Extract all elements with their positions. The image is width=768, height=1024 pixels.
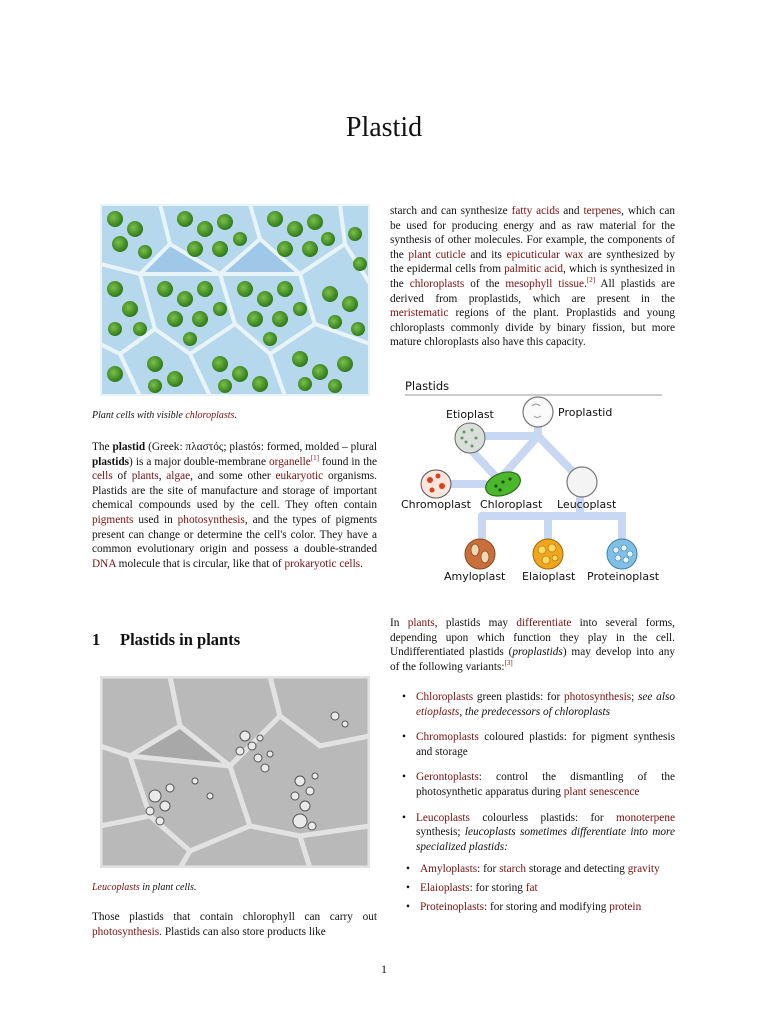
section-heading xyxy=(92,630,240,650)
sublist-item: • Elaioplasts: for storing fat xyxy=(390,881,675,896)
photosynthesis-link[interactable]: photosynthesis xyxy=(92,925,160,938)
plants-link[interactable]: plants xyxy=(131,470,159,483)
etioplasts-link[interactable]: etioplasts xyxy=(416,705,460,718)
chloroplasts-link[interactable]: chloroplasts xyxy=(185,410,235,421)
leucoplast-label: Leucoplast xyxy=(557,498,617,511)
proplastid-label: Proplastid xyxy=(558,406,613,419)
fat-link[interactable]: fat xyxy=(525,881,538,894)
list-item: • Chromoplasts coloured plastids: for pigment synthesis and storage xyxy=(390,730,675,759)
ref-1-link[interactable]: [1] xyxy=(310,453,319,462)
ref-3-link[interactable]: [3] xyxy=(504,659,513,668)
photosynthesis-link[interactable]: photosynthesis xyxy=(177,513,245,526)
caption-text: in plant cells. xyxy=(139,882,197,893)
ref-2-link[interactable]: [2] xyxy=(586,276,596,285)
connector-branch-proteinoplast xyxy=(580,516,622,544)
amyloplast-label: Amyloplast xyxy=(444,570,506,583)
organelle-link[interactable]: organelle xyxy=(269,455,311,468)
caption-text: Plant cells with visible xyxy=(92,410,186,421)
sublist-item: • Proteinoplasts: for storing and modifying protein xyxy=(390,900,675,915)
section-title: Plastids in plants xyxy=(120,630,241,649)
page-number: 1 xyxy=(381,962,387,976)
proplastid-icon xyxy=(523,397,553,427)
eukaryotic-link[interactable]: eukaryotic xyxy=(275,470,324,483)
dna-link[interactable]: DNA xyxy=(92,557,116,570)
chromoplasts-link[interactable]: Chromoplasts xyxy=(416,731,479,744)
right-mid-paragraph: In plants, plastids may differentiate into several forms, depending upon which function they play in the cell. Undifferentiated plastids (proplastids) may develop into any of the following variants:[3] xyxy=(390,617,676,673)
elaioplast-icon xyxy=(533,539,563,569)
figure1-caption xyxy=(92,410,237,421)
intro-paragraph: The plastid (Greek: πλαστός; plastós: formed, molded – plural plastids) is a major double-membrane organelle[1] found in the cells of plants, algae, and some other eukaryotic organisms. Plastids are the site of manufacture and storage of important chemical compounds used by the cell. They often contain pigments used in photosynthesis, and the types of pigments present can change or determine the cell's color. They have a common evolutionary origin and possess a double-stranded DNA molecule that is circular, like that of prokaryotic cells. xyxy=(92,441,378,570)
plants-link[interactable]: plants xyxy=(407,617,435,629)
prokaryotic-cells-link[interactable]: prokaryotic cells xyxy=(284,557,361,570)
proteinoplast-label: Proteinoplast xyxy=(587,570,660,583)
meristematic-link[interactable]: meristematic xyxy=(390,307,449,320)
leucoplast-cells-image xyxy=(100,676,370,868)
plastids-diagram xyxy=(400,376,666,594)
chromoplast-label: Chromoplast xyxy=(401,498,471,511)
epicuticular-wax-link[interactable]: epicuticular wax xyxy=(506,248,584,261)
elaioplasts-link[interactable]: Elaioplasts xyxy=(420,881,470,894)
list-item: • Chloroplasts green plastids: for photosynthesis; see also etioplasts, the predecessors of chloroplasts xyxy=(390,690,675,719)
term-plastids: plastids xyxy=(92,455,130,468)
right-top-paragraph: starch and can synthesize fatty acids and terpenes, which can be used for producing energy and as raw material for the synthesis of other molecules. For example, the components of the plant cuticle and its epicuticular wax are synthesized by the epidermal cells from palmitic acid, which is synthesized in the chloroplasts of the mesophyll tissue.[2] All plastids are derived from proplastids, which are present in the meristematic regions of the plant. Proplastids and young chloroplasts commonly divide by binary fission, but more mature chloroplasts also have this capacity. xyxy=(390,205,675,349)
caption-text: . xyxy=(234,410,237,421)
photosynthesis-link[interactable]: photosynthesis xyxy=(563,691,632,703)
mesophyll-tissue-link[interactable]: mesophyll tissue xyxy=(505,277,585,290)
etioplast-icon xyxy=(455,423,485,453)
chloroplasts-link[interactable]: chloroplasts xyxy=(409,277,465,290)
chloroplasts-link[interactable]: Chloroplasts xyxy=(416,691,474,703)
amyloplast-icon xyxy=(465,539,495,569)
chromoplast-icon xyxy=(421,470,451,498)
palmitic-acid-link[interactable]: palmitic acid xyxy=(504,263,564,276)
amyloplasts-link[interactable]: Amyloplasts xyxy=(420,863,478,876)
chloroplast-label: Chloroplast xyxy=(480,498,543,511)
terpenes-link[interactable]: terpenes xyxy=(583,205,622,217)
cells-link[interactable]: cells xyxy=(92,470,113,483)
sublist-item: • Amyloplasts: for starch storage and detecting gravity xyxy=(390,862,675,877)
chloroplast-cells-image xyxy=(100,204,370,396)
page-title: Plastid xyxy=(345,112,423,143)
etioplast-label: Etioplast xyxy=(446,408,494,421)
list-item: • Gerontoplasts: control the dismantling of the photosynthetic apparatus during plant senescence xyxy=(390,770,675,799)
plant-senescence-link[interactable]: plant senescence xyxy=(563,785,640,798)
gerontoplasts-link[interactable]: Gerontoplasts xyxy=(416,771,479,784)
elaioplast-label: Elaioplast xyxy=(522,570,576,583)
figure2-caption xyxy=(92,882,196,893)
gravity-link[interactable]: gravity xyxy=(627,863,660,876)
pigments-link[interactable]: pigments xyxy=(92,513,134,526)
diagram-title: Plastids xyxy=(405,379,450,393)
algae-link[interactable]: algae xyxy=(166,470,191,483)
section-number: 1 xyxy=(92,630,101,649)
proteinoplasts-link[interactable]: Proteinoplasts xyxy=(420,900,485,913)
leucoplasts-link[interactable]: Leucoplasts xyxy=(92,882,140,893)
connector-etioplast-chloroplast xyxy=(472,451,498,479)
plant-cuticle-link[interactable]: plant cuticle xyxy=(408,248,466,261)
leucoplasts-link[interactable]: Leucoplasts xyxy=(416,811,470,824)
list-item: • Leucoplasts colourless plastids: for monoterpene synthesis; leucoplasts sometimes differentiate into more specialized plastids: • Amyloplasts: for starch storage and detecting gravity • Elaioplasts: for storing fat • Proteinoplasts: for storing and modifying protein xyxy=(390,811,675,915)
monoterpene-link[interactable]: monoterpene xyxy=(616,811,675,824)
term-plastid: plastid xyxy=(112,441,146,453)
left-bottom-paragraph: Those plastids that contain chlorophyll can carry out photosynthesis. Plastids can also store products like xyxy=(92,911,377,938)
starch-link[interactable]: starch xyxy=(499,863,527,876)
leucoplast-icon xyxy=(567,467,597,497)
differentiate-link[interactable]: differentiate xyxy=(516,617,572,629)
variants-list xyxy=(390,690,675,920)
fatty-acids-link[interactable]: fatty acids xyxy=(511,205,560,217)
protein-link[interactable]: protein xyxy=(609,900,642,913)
term-proplastids: proplastids xyxy=(512,646,563,659)
